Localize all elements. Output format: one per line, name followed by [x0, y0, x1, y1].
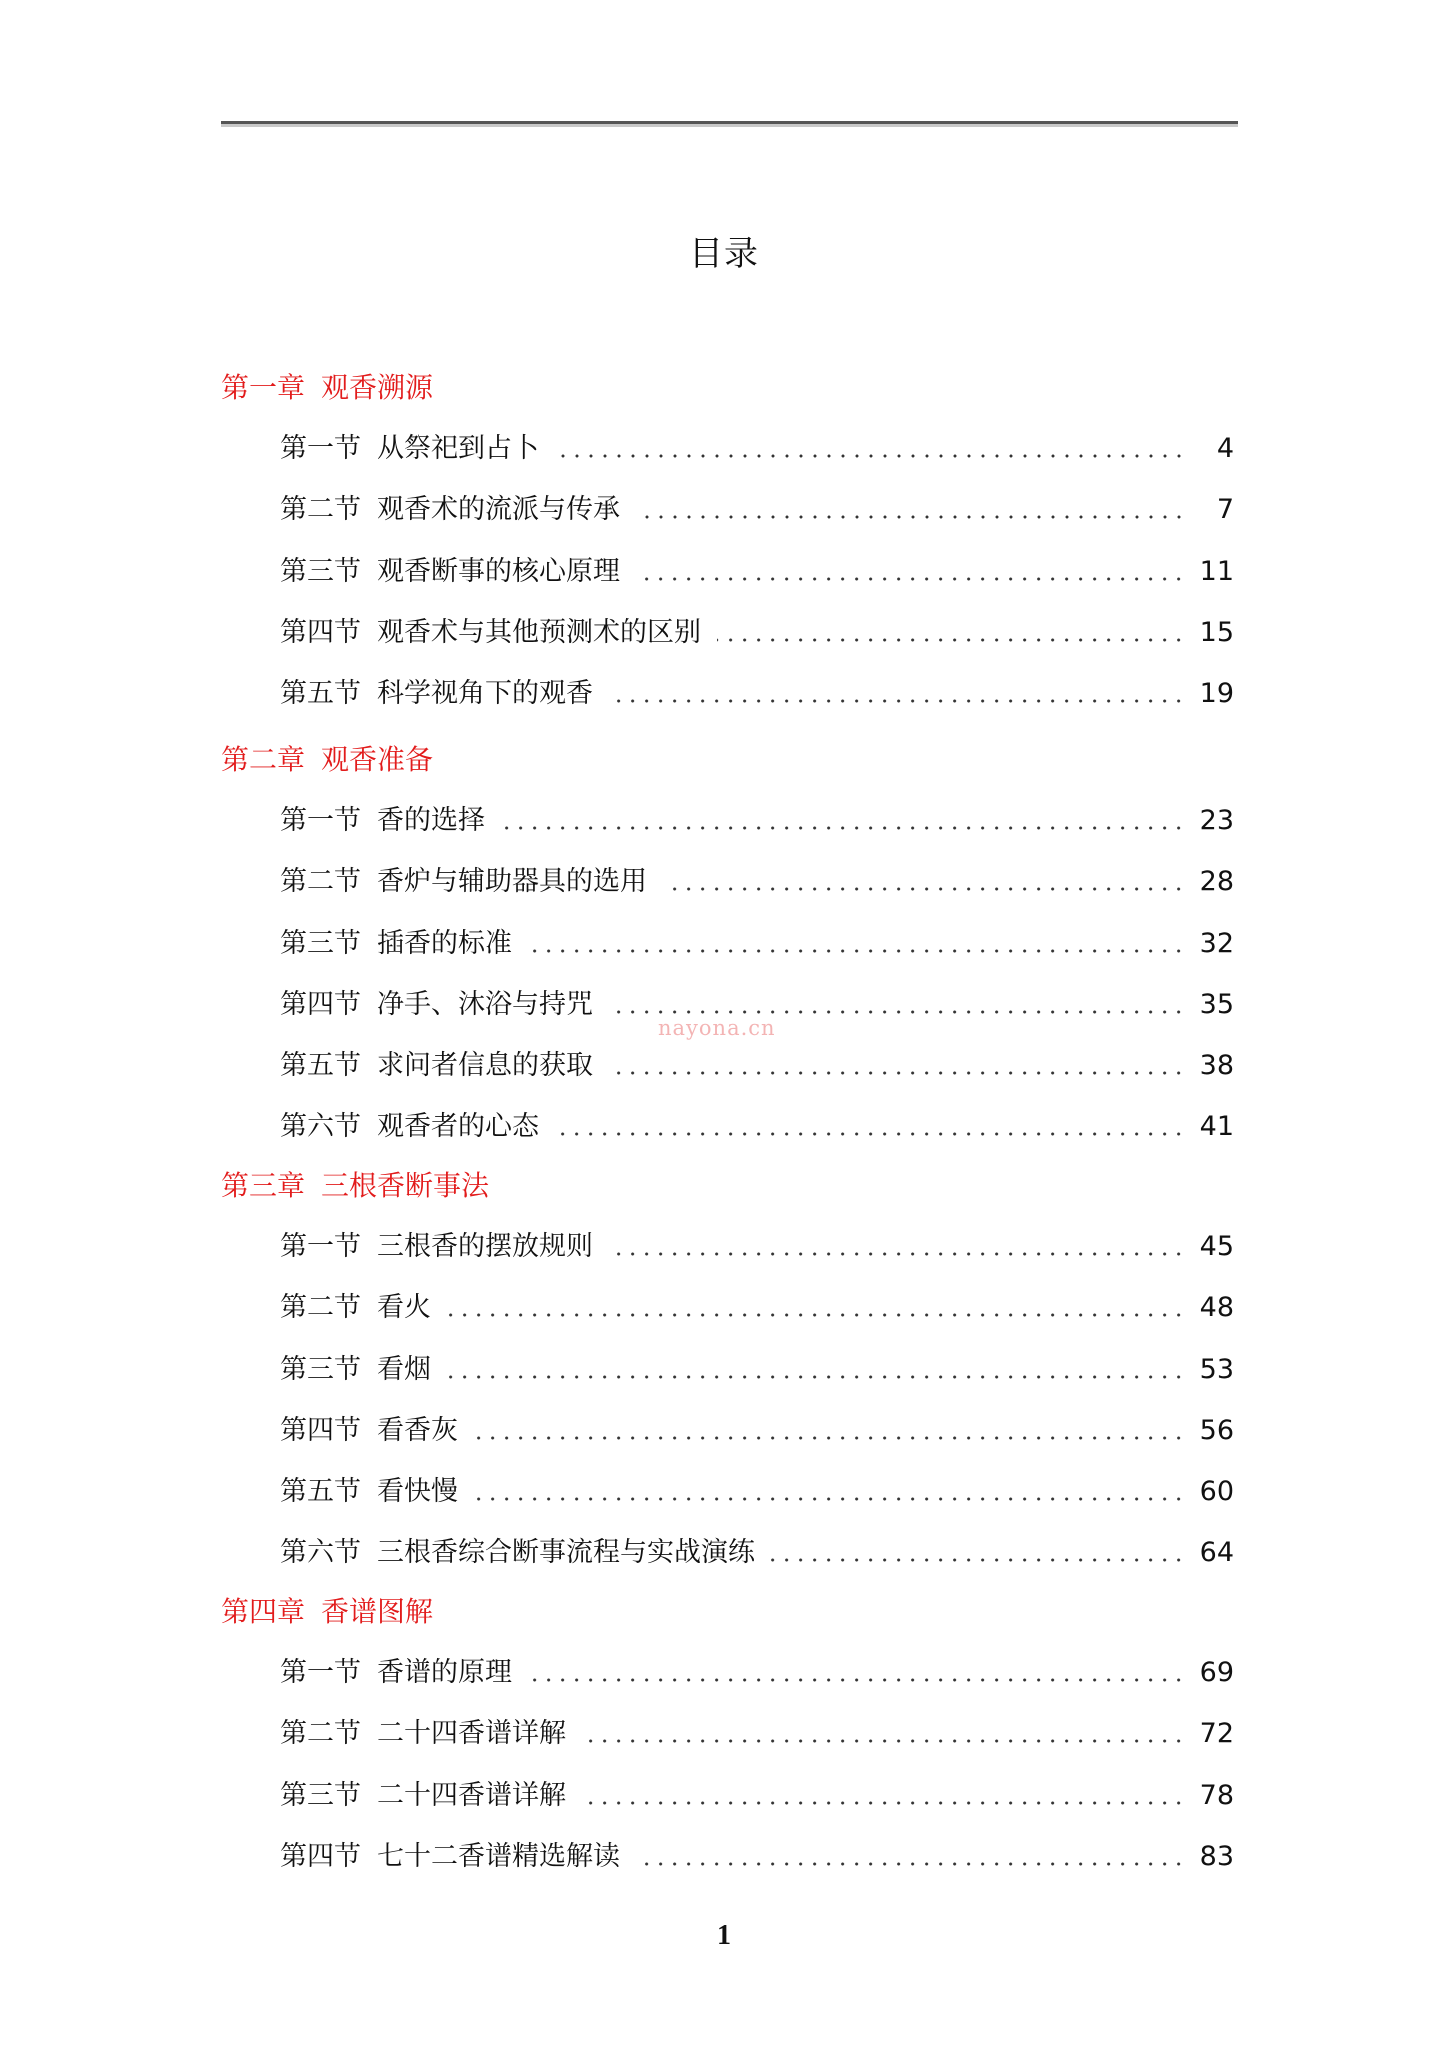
section-page-number: 72 — [1199, 1718, 1234, 1750]
toc-entry[interactable] — [280, 1046, 1234, 1086]
section-page-number: 48 — [1199, 1292, 1234, 1324]
section-title: 二十四香谱详解 — [377, 1779, 566, 1811]
section-page-number: 64 — [1199, 1537, 1234, 1569]
dot-leader — [555, 454, 1186, 458]
section-number: 第四节 — [280, 1414, 361, 1446]
toc-entry[interactable] — [280, 490, 1234, 530]
section-title: 观香术的流派与传承 — [377, 494, 620, 526]
toc-entry[interactable] — [280, 1714, 1234, 1754]
toc-entry[interactable] — [280, 1350, 1234, 1390]
toc-entry[interactable] — [280, 924, 1234, 964]
toc-entry[interactable] — [280, 1533, 1234, 1573]
section-page-number: 32 — [1199, 927, 1234, 959]
section-page-number: 45 — [1199, 1231, 1234, 1263]
section-number: 第三节 — [280, 1353, 361, 1385]
dot-leader — [663, 887, 1186, 891]
section-number: 第一节 — [280, 805, 361, 837]
toc-entry[interactable] — [280, 1837, 1234, 1877]
section-page-number: 69 — [1199, 1657, 1234, 1689]
toc-entry[interactable] — [280, 552, 1234, 592]
chapter-heading[interactable] — [221, 740, 433, 780]
section-number: 第二节 — [280, 1718, 361, 1750]
section-title: 七十二香谱精选解读 — [377, 1840, 620, 1872]
section-title: 三根香的摆放规则 — [377, 1231, 593, 1263]
section-number: 第一节 — [280, 1657, 361, 1689]
dot-leader — [771, 1558, 1186, 1562]
toc-entry[interactable] — [280, 1776, 1234, 1816]
section-title: 看火 — [377, 1292, 431, 1324]
section-number: 第一节 — [280, 1231, 361, 1263]
section-number: 第二节 — [280, 494, 361, 526]
section-page-number: 35 — [1199, 988, 1234, 1020]
dot-leader — [636, 515, 1186, 519]
chapter-heading[interactable] — [221, 1166, 489, 1206]
toc-entry[interactable] — [280, 1472, 1234, 1512]
section-number: 第五节 — [280, 1050, 361, 1081]
section-number: 第五节 — [280, 678, 361, 709]
section-title: 观香断事的核心原理 — [377, 555, 620, 587]
section-number: 第四节 — [280, 988, 361, 1020]
section-number: 第三节 — [280, 927, 361, 959]
section-title: 净手、沐浴与持咒 — [377, 988, 593, 1020]
section-page-number: 56 — [1199, 1414, 1234, 1446]
section-title: 三根香综合断事流程与实战演练 — [377, 1537, 755, 1569]
section-title: 香谱的原理 — [377, 1657, 512, 1689]
section-page-number: 60 — [1199, 1476, 1234, 1507]
chapter-number: 第一章 — [221, 371, 306, 404]
section-page-number: 23 — [1199, 805, 1234, 837]
section-page-number: 28 — [1199, 866, 1234, 898]
section-page-number: 11 — [1199, 555, 1234, 587]
section-page-number: 4 — [1216, 433, 1234, 465]
dot-leader — [474, 1497, 1186, 1501]
page-number: 1 — [717, 1920, 731, 1951]
dot-leader — [582, 1739, 1186, 1743]
dot-leader — [447, 1313, 1186, 1317]
chapter-title: 观香溯源 — [321, 371, 434, 404]
section-title: 二十四香谱详解 — [377, 1718, 566, 1750]
section-number: 第二节 — [280, 1292, 361, 1324]
section-page-number: 19 — [1199, 678, 1234, 709]
toc-entry[interactable] — [280, 613, 1234, 653]
chapter-number: 第四章 — [221, 1595, 306, 1628]
dot-leader — [636, 577, 1186, 581]
chapter-title: 三根香断事法 — [321, 1169, 490, 1202]
chapter-title: 香谱图解 — [321, 1595, 434, 1628]
section-number: 第六节 — [280, 1111, 361, 1143]
chapter-title: 观香准备 — [321, 743, 434, 776]
toc-entry[interactable] — [280, 1288, 1234, 1328]
section-title: 看烟 — [377, 1353, 431, 1385]
dot-leader — [447, 1375, 1186, 1379]
chapter-heading[interactable] — [221, 1592, 433, 1632]
section-number: 第一节 — [280, 433, 361, 465]
page-title: 目录 — [689, 234, 759, 274]
section-number: 第三节 — [280, 555, 361, 587]
section-page-number: 38 — [1199, 1050, 1234, 1081]
dot-leader — [609, 1010, 1186, 1014]
dot-leader — [717, 638, 1186, 642]
toc-entry[interactable] — [280, 429, 1234, 469]
toc-entry[interactable] — [280, 862, 1234, 902]
section-page-number: 41 — [1199, 1111, 1234, 1143]
section-number: 第六节 — [280, 1537, 361, 1569]
chapter-number: 第三章 — [221, 1169, 306, 1202]
section-page-number: 7 — [1216, 494, 1234, 526]
section-number: 第四节 — [280, 1840, 361, 1872]
section-title: 香的选择 — [377, 805, 485, 837]
section-title: 香炉与辅助器具的选用 — [377, 866, 647, 898]
chapter-heading[interactable] — [221, 368, 433, 408]
chapter-number: 第二章 — [221, 743, 306, 776]
section-page-number: 78 — [1199, 1779, 1234, 1811]
dot-leader — [474, 1436, 1186, 1440]
section-title: 观香术与其他预测术的区别 — [377, 616, 701, 648]
toc-entry[interactable] — [280, 1107, 1234, 1147]
section-title: 看快慢 — [377, 1476, 458, 1507]
section-title: 观香者的心态 — [377, 1111, 539, 1143]
dot-leader — [609, 1071, 1186, 1075]
dot-leader — [582, 1801, 1186, 1805]
toc-entry[interactable] — [280, 801, 1234, 841]
section-number: 第四节 — [280, 616, 361, 648]
section-number: 第三节 — [280, 1779, 361, 1811]
section-title: 从祭祀到占卜 — [377, 433, 539, 465]
section-title: 插香的标准 — [377, 927, 512, 959]
toc-entry[interactable] — [280, 1653, 1234, 1693]
toc-entry[interactable] — [280, 674, 1234, 714]
section-number: 第二节 — [280, 866, 361, 898]
section-title: 科学视角下的观香 — [377, 678, 593, 709]
section-page-number: 53 — [1199, 1353, 1234, 1385]
dot-leader — [528, 1678, 1186, 1682]
dot-leader — [609, 1252, 1186, 1256]
section-page-number: 15 — [1199, 616, 1234, 648]
dot-leader — [609, 699, 1186, 703]
dot-leader — [528, 949, 1186, 953]
toc-entry[interactable] — [280, 1227, 1234, 1267]
dot-leader — [501, 826, 1186, 830]
section-title: 求问者信息的获取 — [377, 1050, 593, 1081]
toc-entry[interactable] — [280, 1411, 1234, 1451]
dot-leader — [636, 1862, 1186, 1866]
watermark-text: nayona.cn — [658, 1016, 776, 1040]
dot-leader — [555, 1132, 1186, 1136]
section-page-number: 83 — [1199, 1840, 1234, 1872]
section-number: 第五节 — [280, 1476, 361, 1507]
section-title: 看香灰 — [377, 1414, 458, 1446]
